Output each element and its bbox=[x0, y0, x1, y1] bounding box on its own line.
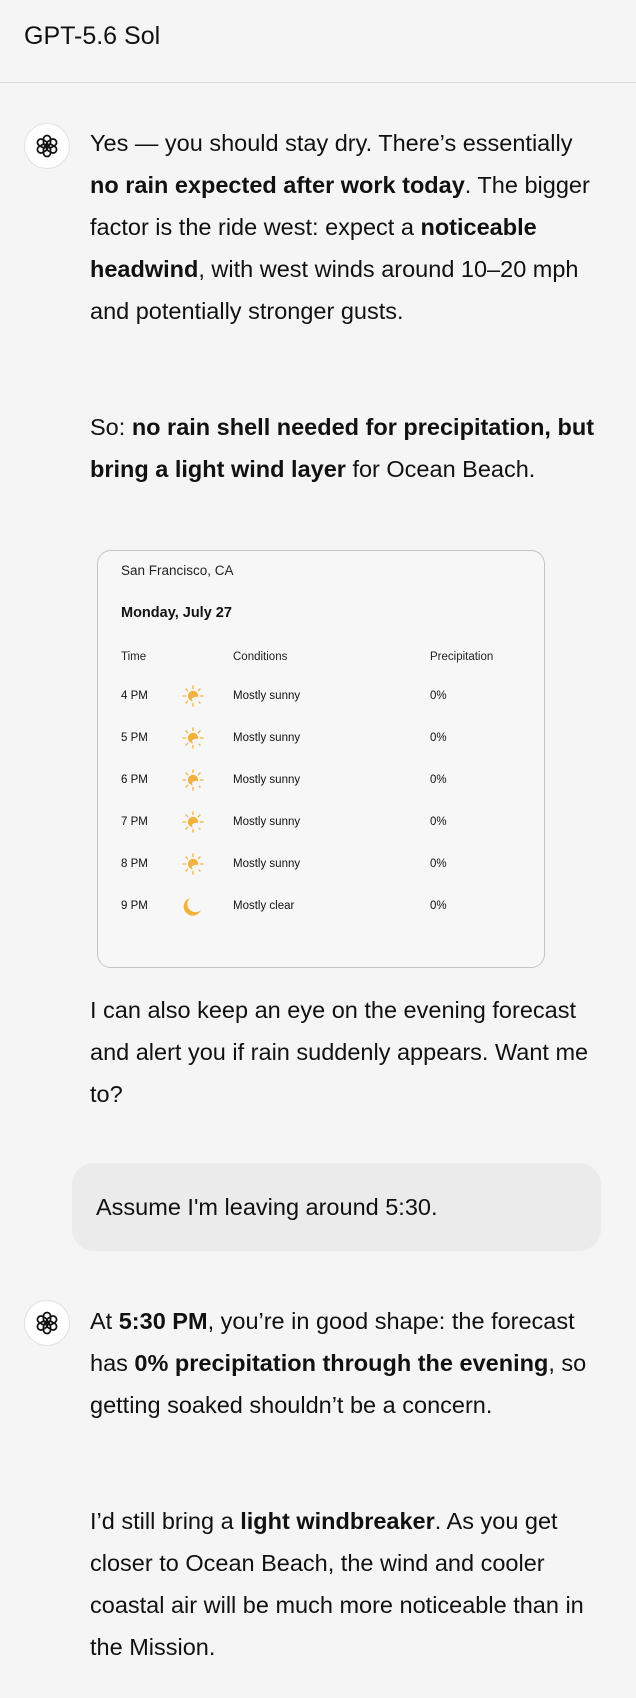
forecast-row bbox=[98, 807, 544, 837]
partly-sunny-icon bbox=[181, 768, 205, 792]
forecast-time: 9 PM bbox=[121, 900, 148, 912]
message-paragraph bbox=[90, 122, 600, 332]
assistant-message-2 bbox=[90, 1300, 600, 1426]
user-message-bubble bbox=[72, 1163, 601, 1251]
forecast-time: 5 PM bbox=[121, 732, 148, 744]
forecast-time: 4 PM bbox=[121, 690, 148, 702]
forecast-row bbox=[98, 891, 544, 921]
forecast-precipitation: 0% bbox=[430, 816, 447, 828]
forecast-precipitation: 0% bbox=[430, 900, 447, 912]
forecast-row bbox=[98, 723, 544, 753]
message-paragraph: I can also keep an eye on the evening forecast and alert you if rain suddenly appears. Want me to? bbox=[90, 997, 589, 1107]
partly-sunny-icon bbox=[181, 684, 205, 708]
model-title[interactable]: GPT-5.6 Sol bbox=[24, 22, 161, 50]
assistant-avatar bbox=[24, 1300, 70, 1346]
partly-sunny-icon bbox=[181, 852, 205, 876]
text-span: for Ocean Beach. bbox=[345, 456, 536, 482]
text-span: , so getting soaked shouldn’t be a concern. bbox=[90, 1350, 587, 1418]
text-span: , with west winds around 10–20 mph and potentially stronger gusts. bbox=[90, 256, 579, 324]
forecast-time: 6 PM bbox=[121, 774, 148, 786]
forecast-time: 8 PM bbox=[121, 858, 148, 870]
assistant-message-1-para3 bbox=[90, 989, 600, 1115]
weather-widget[interactable] bbox=[97, 550, 545, 968]
forecast-precipitation: 0% bbox=[430, 858, 447, 870]
bold-text: no rain shell needed for precipitation, but bring a light wind layer bbox=[90, 414, 595, 482]
openai-logo-icon bbox=[33, 132, 61, 160]
precipitation-column-header: Precipitation bbox=[430, 651, 494, 663]
bold-text: 5:30 PM bbox=[118, 1308, 208, 1334]
forecast-row bbox=[98, 681, 544, 711]
forecast-precipitation: 0% bbox=[430, 732, 447, 744]
assistant-message-2-para2 bbox=[90, 1500, 600, 1668]
forecast-precipitation: 0% bbox=[430, 690, 447, 702]
forecast-conditions: Mostly sunny bbox=[233, 690, 301, 702]
text-span: At bbox=[90, 1308, 119, 1334]
partly-sunny-icon bbox=[181, 726, 205, 750]
forecast-time: 7 PM bbox=[121, 816, 148, 828]
partly-sunny-icon bbox=[181, 810, 205, 834]
forecast-row bbox=[98, 765, 544, 795]
openai-logo-icon bbox=[33, 1309, 61, 1337]
weather-location: San Francisco, CA bbox=[121, 563, 234, 578]
text-span: I’d still bring a bbox=[90, 1508, 241, 1534]
bold-text: light windbreaker bbox=[240, 1508, 435, 1534]
assistant-message-1 bbox=[90, 122, 600, 332]
text-span: , you’re in good shape: the forecast has bbox=[90, 1308, 575, 1376]
forecast-conditions: Mostly sunny bbox=[233, 774, 301, 786]
time-column-header: Time bbox=[121, 651, 147, 663]
forecast-conditions: Mostly clear bbox=[233, 900, 295, 912]
crescent-moon-icon bbox=[181, 894, 205, 918]
text-span: Yes — you should stay dry. There’s essentially bbox=[90, 130, 573, 156]
user-message-text: Assume I'm leaving around 5:30. bbox=[96, 1194, 438, 1220]
bold-text: noticeable headwind bbox=[90, 214, 537, 282]
chat-header bbox=[0, 0, 636, 83]
bold-text: no rain expected after work today bbox=[90, 172, 465, 198]
forecast-conditions: Mostly sunny bbox=[233, 732, 301, 744]
forecast-conditions: Mostly sunny bbox=[233, 858, 301, 870]
message-paragraph bbox=[90, 1300, 600, 1426]
weather-date: Monday, July 27 bbox=[121, 605, 232, 621]
text-span: . The bigger factor is the ride west: expect a bbox=[90, 172, 590, 240]
assistant-avatar bbox=[24, 123, 70, 169]
message-paragraph bbox=[90, 406, 600, 490]
conditions-column-header: Conditions bbox=[233, 651, 288, 663]
message-paragraph bbox=[90, 1500, 600, 1668]
text-span: . As you get closer to Ocean Beach, the wind and cooler coastal air will be much more noticeable than in the Mission. bbox=[90, 1508, 584, 1660]
bold-text: 0% precipitation through the evening bbox=[134, 1350, 549, 1376]
text-span: So: bbox=[90, 414, 132, 440]
assistant-message-1-para2 bbox=[90, 406, 600, 490]
forecast-row bbox=[98, 849, 544, 879]
forecast-conditions: Mostly sunny bbox=[233, 816, 301, 828]
forecast-precipitation: 0% bbox=[430, 774, 447, 786]
